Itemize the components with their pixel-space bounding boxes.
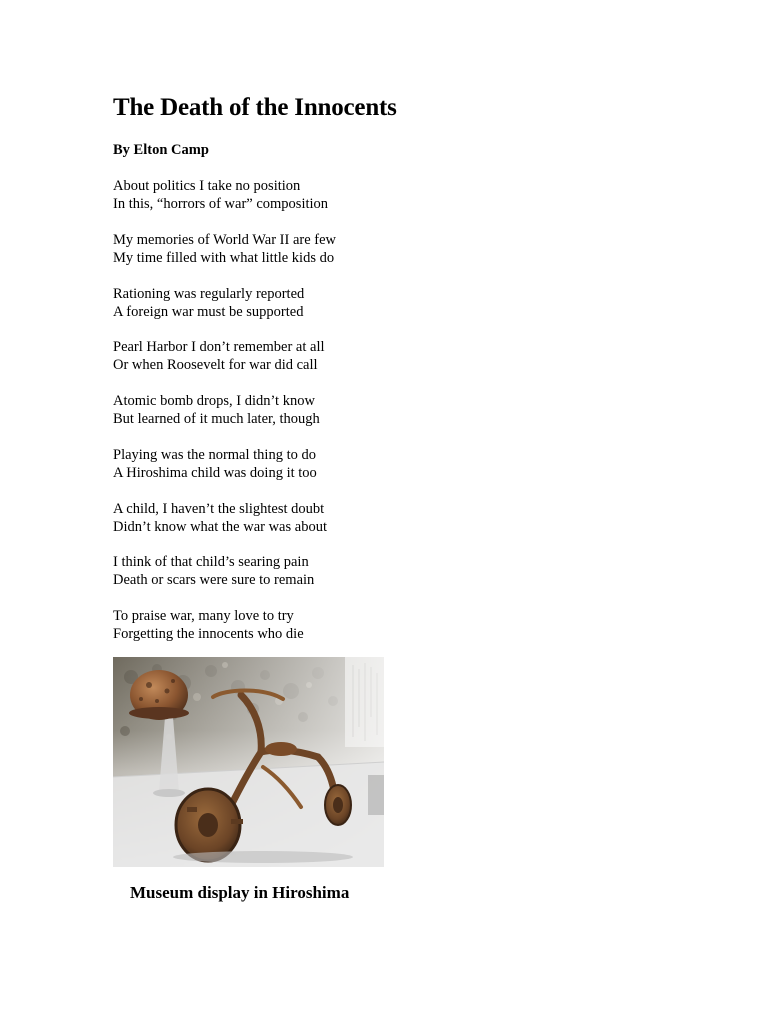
poem-line: About politics I take no position [113, 178, 301, 194]
poem-body [113, 177, 533, 661]
museum-photo [113, 657, 384, 867]
stanza [113, 285, 533, 321]
poem-line: To praise war, many love to try [113, 608, 294, 624]
poem-line: My memories of World War II are few [113, 231, 337, 248]
poem-line: Forgetting the innocents who die [113, 626, 304, 642]
poem-line: Rationing was regularly reported [113, 285, 305, 302]
poem-line: Atomic bomb drops, I didn’t know [113, 393, 315, 409]
stanza [113, 553, 533, 589]
page-title: The Death of the Innocents [113, 94, 397, 121]
poem-line: A child, I haven’t the slightest doubt [113, 500, 325, 517]
poem-line: Playing was the normal thing to do [113, 446, 316, 463]
poem-line: A foreign war must be supported [113, 303, 304, 320]
poem-line: I think of that child’s searing pain [113, 554, 309, 571]
poem-line: Didn’t know what the war was about [113, 518, 327, 535]
poem-line: But learned of it much later, though [113, 411, 320, 427]
poem-line: Death or scars were sure to remain [113, 572, 315, 589]
poem-line: Or when Roosevelt for war did call [113, 357, 318, 374]
poem-line: Pearl Harbor I don’t remember at all [113, 339, 325, 356]
stanza [113, 500, 533, 536]
poem-line: In this, “horrors of war” composition [113, 196, 329, 212]
stanza [113, 177, 533, 213]
poem-line: My time filled with what little kids do [113, 249, 335, 266]
stanza [113, 231, 533, 267]
stanza [113, 607, 533, 643]
photo-caption: Museum display in Hiroshima [130, 883, 350, 902]
stanza [113, 338, 533, 374]
author-byline: By Elton Camp [113, 142, 209, 158]
stanza [113, 392, 533, 428]
stanza [113, 446, 533, 482]
tricycle-photo-illustration [113, 657, 384, 867]
poem-line: A Hiroshima child was doing it too [113, 464, 317, 481]
